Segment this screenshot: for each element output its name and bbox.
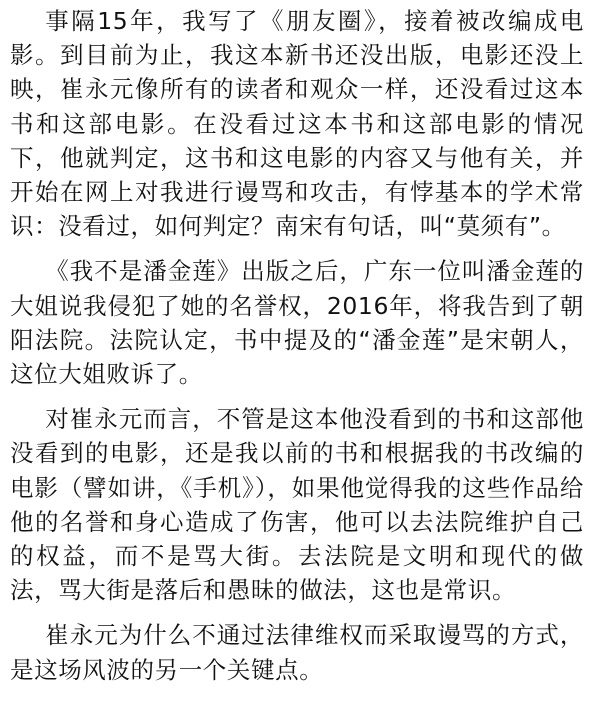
paragraph-4: 崔永元为什么不通过法律维权而采取谩骂的方式，是这场风波的另一个关键点。: [10, 621, 584, 684]
paragraph-2: 《我不是潘金莲》出版之后，广东一位叫潘金莲的大姐说我侵犯了她的名誉权，2016年，将我告到了朝阳法院。法院认定，书中提及的“潘金莲”是宋朝人，这位大姐败诉了。: [10, 257, 584, 389]
paragraph-3: 对崔永元而言，不管是这本他没看到的书和这部他没看到的电影，还是我以前的书和根据我的书改编的电影（譬如讲，《手机》），如果他觉得我的这些作品给他的名誉和身心造成了伤害，他可以去法院维护自己的权益，而不是骂大街。去法院是文明和现代的做法，骂大街是落后和愚昧的做法，这也是常识。: [10, 405, 584, 605]
paragraph-1: 事隔15年，我写了《朋友圈》，接着被改编成电影。到目前为止，我这本新书还没出版，电影还没上映，崔永元像所有的读者和观众一样，还没看过这本书和这部电影。在没看过这本书和这部电影的情况下，他就判定，这书和这电影的内容又与他有关，并开始在网上对我进行谩骂和攻击，有悖基本的学术常识：没看过，如何判定？南宋有句话，叫“莫须有”。: [10, 7, 584, 241]
